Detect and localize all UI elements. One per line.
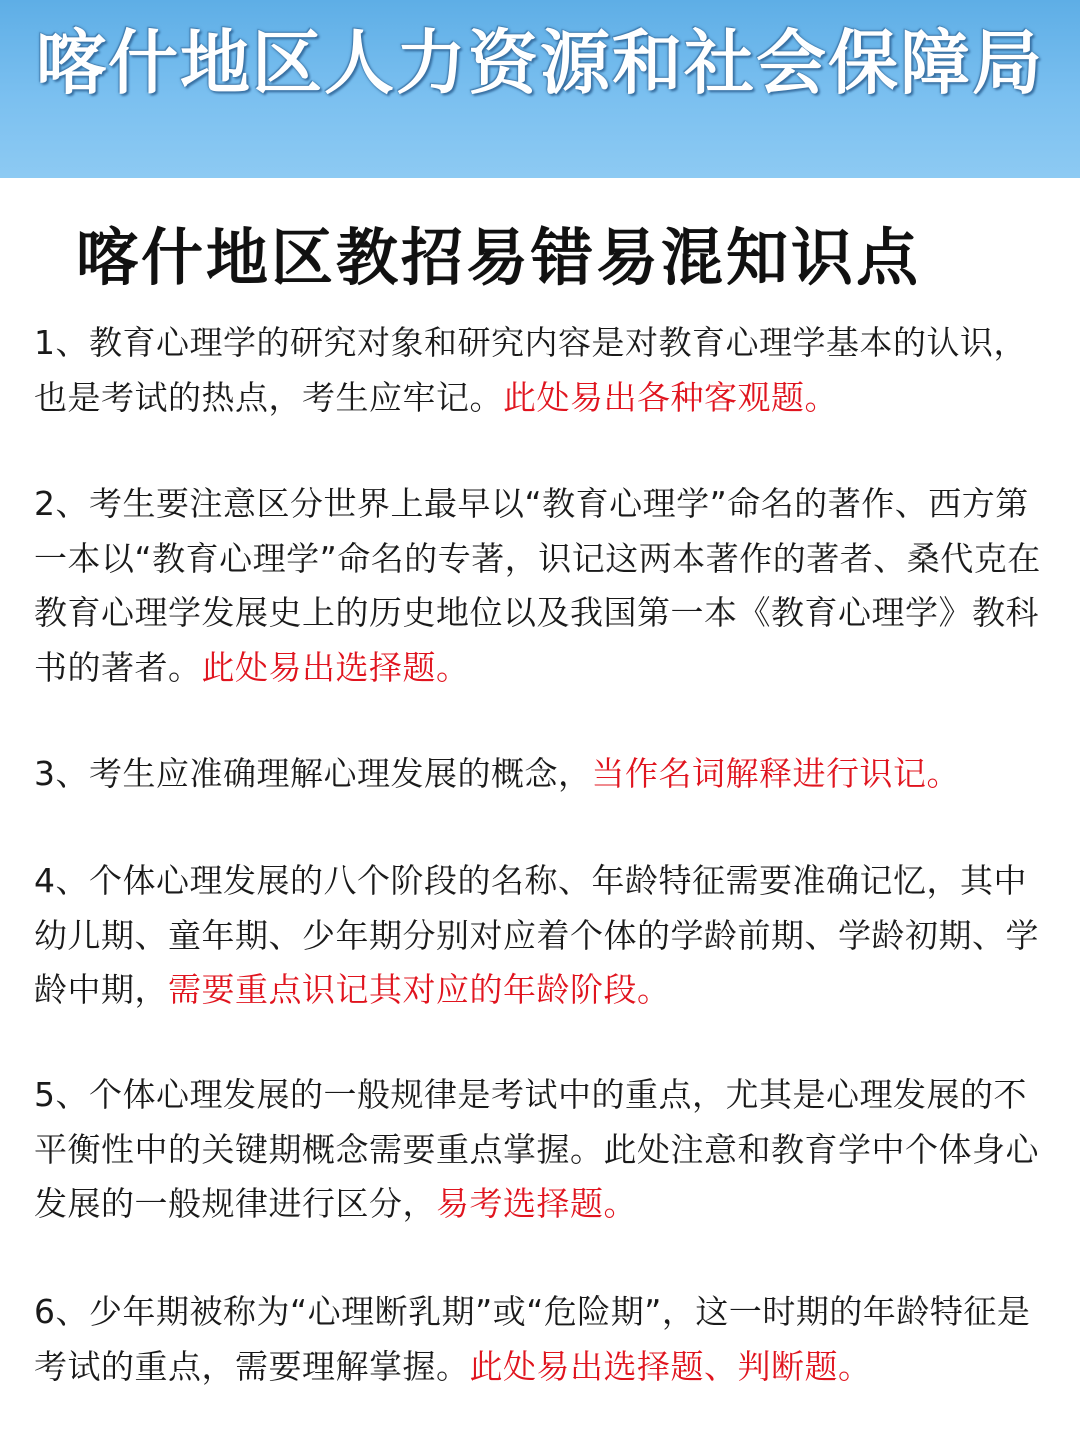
point-highlight: 需要重点识记其对应的年龄阶段。 bbox=[168, 970, 671, 1009]
knowledge-point-2 bbox=[34, 477, 1046, 695]
knowledge-point-4 bbox=[34, 854, 1046, 1018]
point-text: 4、个体心理发展的八个阶段的名称、年龄特征需要准确记忆，其中幼儿期、童年期、少年期分别对应着个体的学龄前期、学龄初期、学龄中期， bbox=[34, 861, 1039, 1009]
point-highlight: 此处易出选择题。 bbox=[201, 647, 470, 687]
knowledge-point-3 bbox=[34, 747, 960, 802]
point-highlight: 此处易出各种客观题。 bbox=[503, 377, 838, 417]
point-highlight: 此处易出选择题、判断题。 bbox=[469, 1346, 872, 1386]
knowledge-point-6 bbox=[34, 1285, 1046, 1394]
point-highlight: 当作名词解释进行识记。 bbox=[591, 754, 960, 793]
point-text: 3、考生应准确理解心理发展的概念， bbox=[34, 754, 592, 793]
point-text: 5、个体心理发展的一般规律是考试中的重点，尤其是心理发展的不平衡性中的关键期概念需要重点掌握。此处注意和教育学中个体身心发展的一般规律进行区分， bbox=[34, 1075, 1039, 1223]
point-highlight: 易考选择题。 bbox=[436, 1184, 637, 1223]
knowledge-point-5 bbox=[34, 1068, 1046, 1232]
banner-title: 喀什地区人力资源和社会保障局 bbox=[36, 22, 1044, 104]
page-title: 喀什地区教招易错易混知识点 bbox=[76, 221, 922, 294]
point-text: 6、少年期被称为“心理断乳期”或“危险期”，这一时期的年龄特征是考试的重点，需要理解掌握。 bbox=[34, 1292, 1031, 1386]
point-text: 2、考生要注意区分世界上最早以“教育心理学”命名的著作、西方第一本以“教育心理学”命名的专著，识记这两本著作的著者、桑代克在教育心理学发展史上的历史地位以及我国第一本《教育心理学》教科书的著者。 bbox=[34, 484, 1041, 687]
point-text: 1、教育心理学的研究对象和研究内容是对教育心理学基本的认识，也是考试的热点，考生应牢记。 bbox=[34, 323, 1027, 417]
knowledge-point-1 bbox=[34, 316, 1046, 425]
header-banner bbox=[0, 0, 1080, 178]
